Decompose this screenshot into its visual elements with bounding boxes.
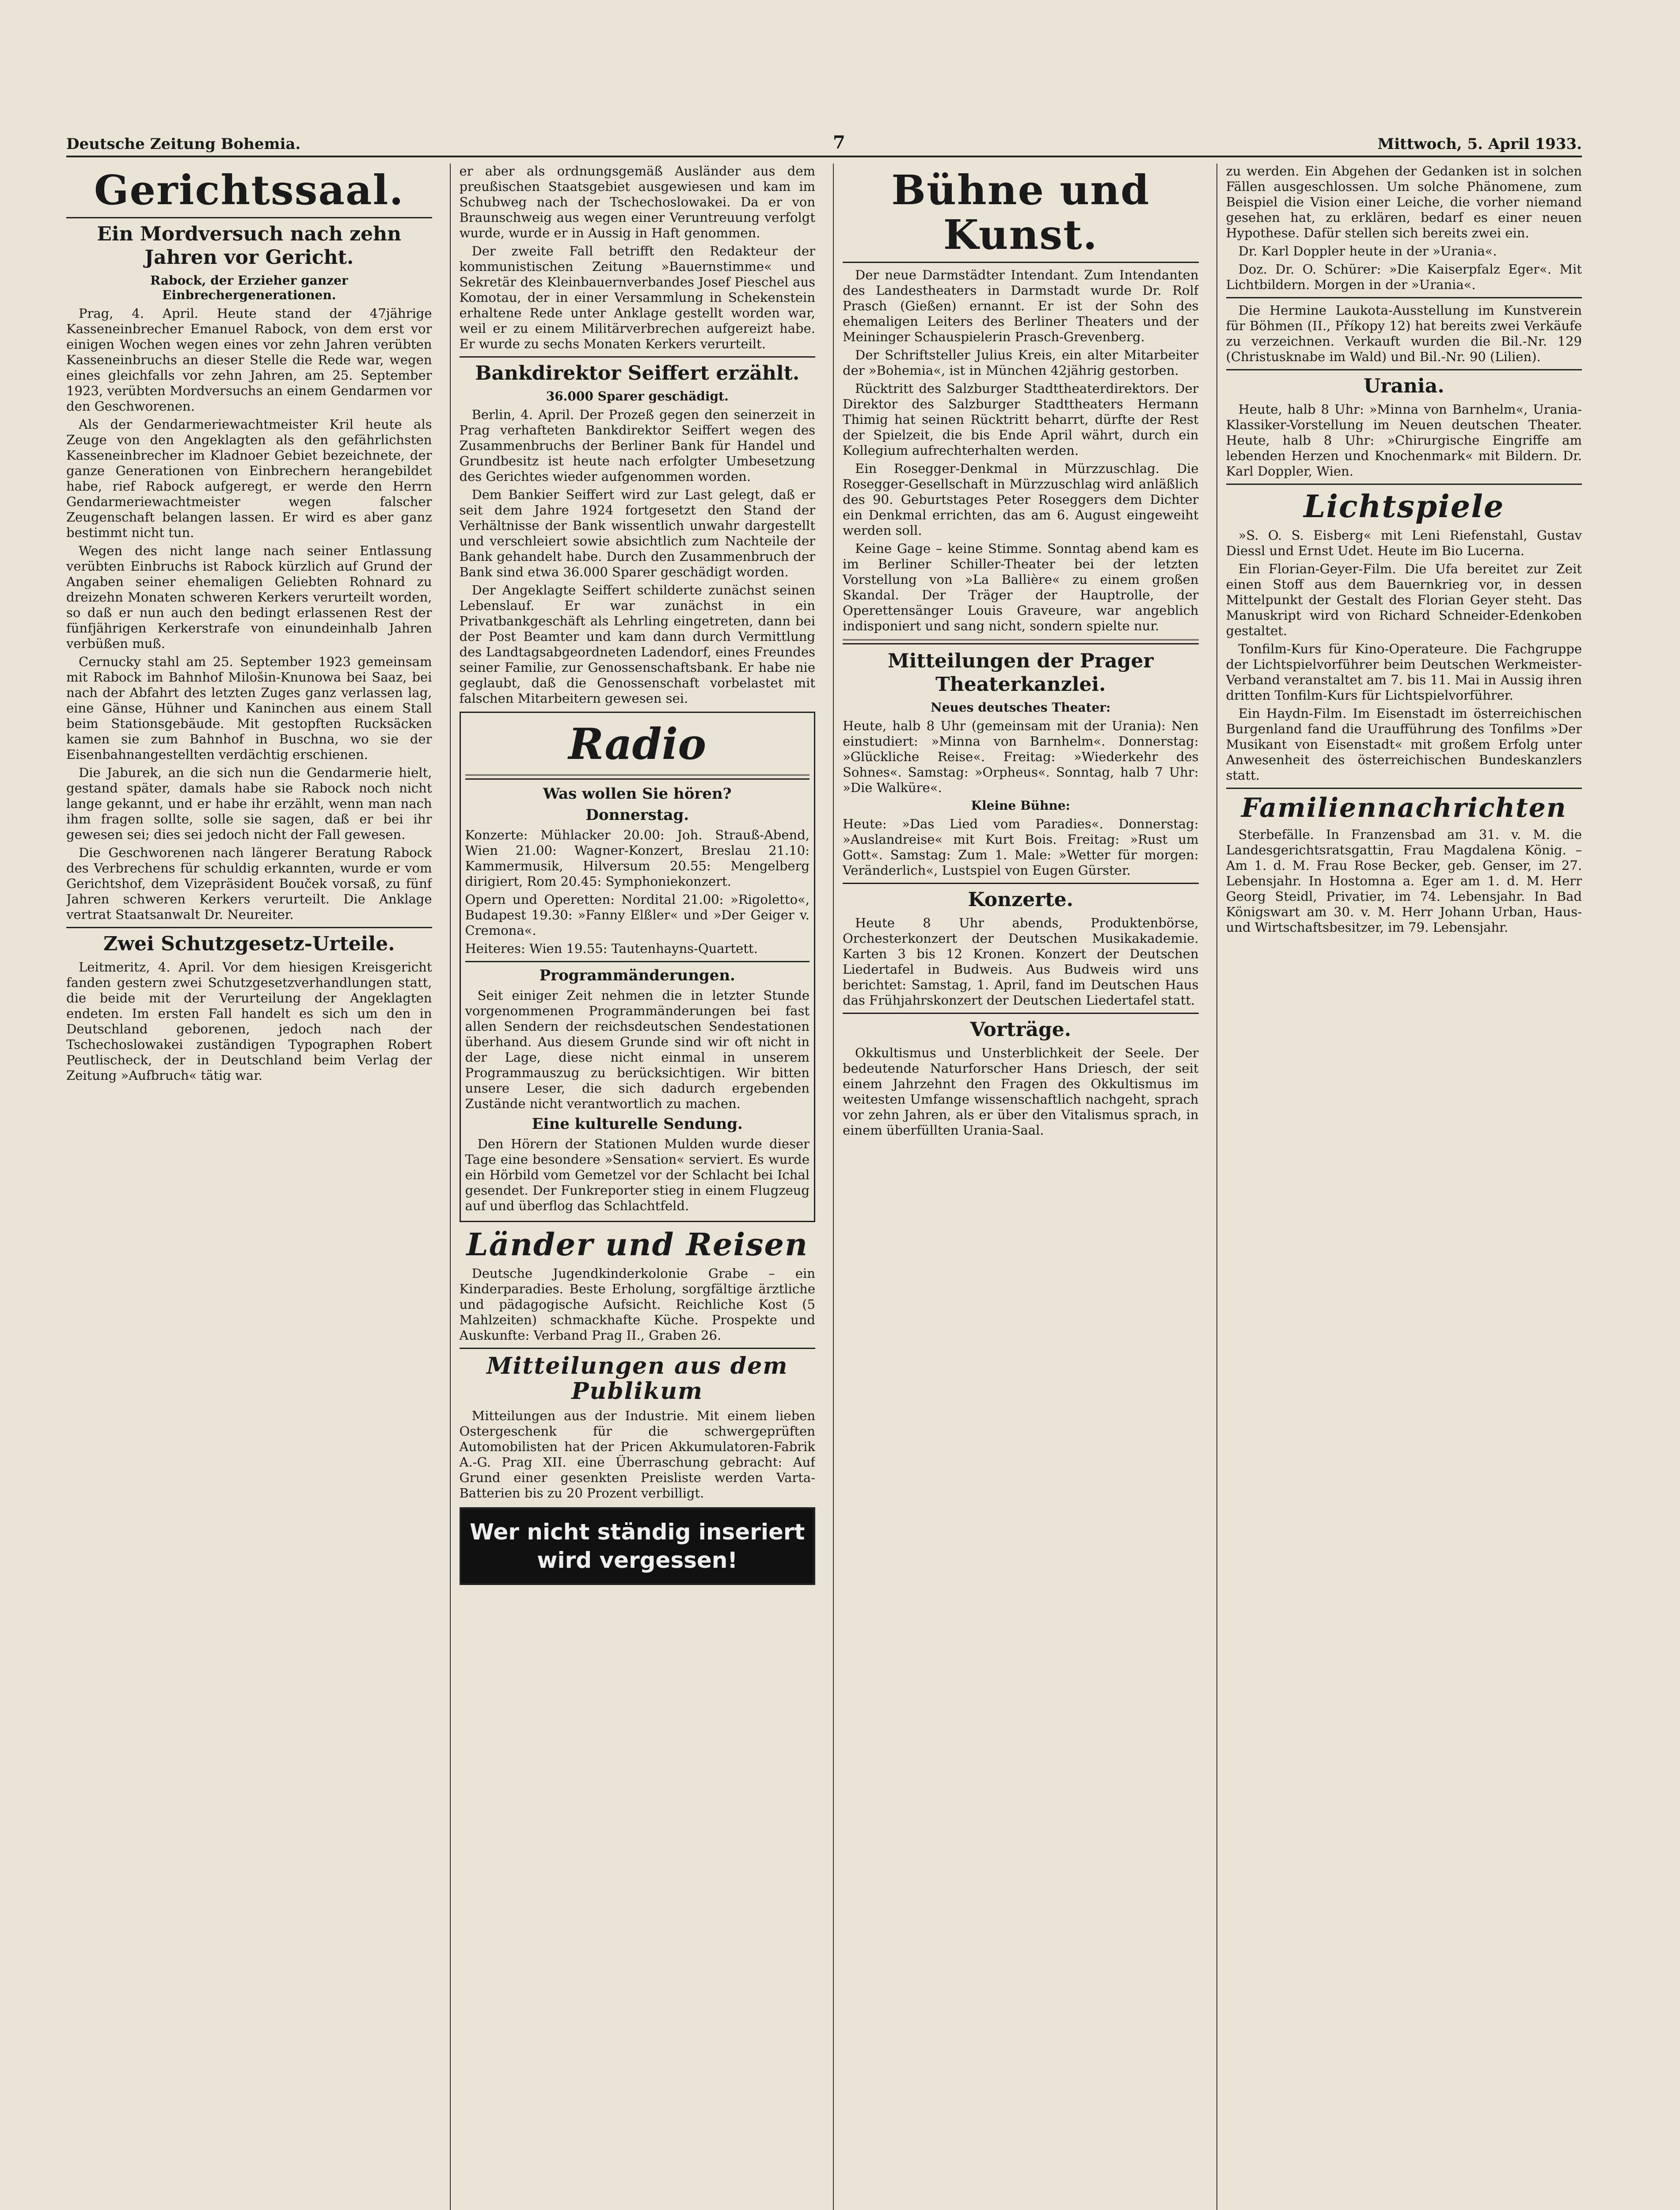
paragraph: Ein Rosegger-Denkmal in Mürzzuschlag. Die Rosegger-Gesellschaft in Mürzzuschlag wird anläßlich des 90. Geburtstages Peter Roseggers dem Dichter ein Denkmal errichten, das am 6. August eingeweiht werden soll.	[843, 461, 1199, 538]
column-4	[1216, 164, 1582, 2210]
section-title-stage: Bühne und Kunst.	[891, 166, 1150, 259]
column-1	[66, 164, 432, 2210]
divider	[843, 639, 1199, 644]
urania-title: Urania.	[1363, 375, 1444, 397]
radio-title: Radio	[568, 719, 707, 769]
paragraph: Okkultismus und Unsterblichkeit der Seele. Der bedeutende Naturforscher Hans Driesch, der seit einem Jahrzehnt den Fragen des Okkultismus im weitesten Umfange wissenschaftlich nachgeht, sprach vor zehn Jahren, als er über den Vitalismus sprach, in einem überfüllten Urania-Saal.	[843, 1045, 1199, 1138]
paragraph: Heute 8 Uhr abends, Produktenbörse, Orchesterkonzert der Deutschen Musikakademie. Karten 3 bis 12 Kronen. Konzert der Deutschen Liedertafel in Budweis. Aus Budweis wird uns berichtet: Samstag, 1. April, fand im Deutschen Haus das Frühjahrskonzert der Deutschen Liedertafel statt.	[843, 915, 1199, 1008]
paragraph: Rücktritt des Salzburger Stadttheaterdirektors. Der Direktor des Salzburger Stadttheaters Hermann Thimig hat seinen Rücktritt beharrt, dürfte der Rest der Spielzeit, die bis Ende April währt, durch ein Kollegium aufrechterhalten werden.	[843, 381, 1199, 458]
paragraph: Konzerte: Mühlacker 20.00: Joh. Strauß-Abend, Wien 21.00: Wagner-Konzert, Breslau 21.10: Kammermusik, Hilversum 20.55: Mengelberg dirigiert, Rom 20.45: Symphoniekonzert.	[465, 827, 810, 889]
paragraph: Mitteilungen aus der Industrie. Mit einem lieben Ostergeschenk für die schwergeprüften Automobilisten hat der Pricen Akkumulatoren-Fabrik A.-G. Prag XII. eine Überraschung gebracht: Auf Grund einer gesenkten Preisliste werden Varta-Batterien bis zu 20 Prozent verbilligt.	[459, 1408, 815, 1501]
paragraph: Heute: »Das Lied vom Paradies«. Donnerstag: »Auslandreise« mit Kurt Bois. Freitag: »Rust um Gott«. Samstag: Zum 1. Male: »Wetter für morgen: Veränderlich«, Lustspiel von Eugen Gürster.	[843, 816, 1199, 878]
divider	[66, 927, 432, 928]
article-subtitle: 36.000 Sparer geschädigt.	[546, 389, 729, 404]
paragraph: Heute, halb 8 Uhr (gemeinsam mit der Urania): Nen einstudiert: »Minna von Barnhelm«. Donnerstag: »Glückliche Reise«. Freitag: »Wiederkehr des Sohnes«. Samstag: »Orpheus«. Sonntag, halb 7 Uhr: »Die Walküre«.	[843, 718, 1199, 795]
paragraph: Doz. Dr. O. Schürer: »Die Kaiserpfalz Eger«. Mit Lichtbildern. Morgen in der »Urania«.	[1226, 262, 1582, 292]
paragraph: Die Geschworenen nach längerer Beratung Rabock des Verbrechens für schuldig erkannten, wurde er vom Gerichtshof, dem Vizepräsident Bouček vorsaß, zu fünf Jahren schweren Kerkers verurteilt. Die Anklage vertrat Staatsanwalt Dr. Neureiter.	[66, 845, 432, 922]
divider	[465, 774, 810, 780]
article-title: Ein Mordversuch nach zehn Jahren vor Gericht.	[97, 223, 402, 269]
divider	[460, 1348, 816, 1349]
paragraph: Der Angeklagte Seiffert schilderte zunächst seinen Lebenslauf. Er war zunächst in ein Privatbankgeschäft als Lehrling eingetreten, dann bei der Post Beamter und kam dann durch Vermittlung des Landtagsabgeordneten Ladendorf, eines Freundes seiner Familie, zur Genossenschaftsbank. Er habe nie geglaubt, daß die Genossenschaft vorbelastet mit falschen Mitarbeitern gewesen sei.	[459, 582, 815, 706]
paragraph: Berlin, 4. April. Der Prozeß gegen den seinerzeit in Prag verhafteten Bankdirektor Seiffert wegen des Zusammenbruchs der Berliner Bank für Handel und Grundbesitz ist heute nach erfolgter Umbesetzung des Gerichtes wieder aufgenommen worden.	[459, 407, 815, 484]
divider	[66, 217, 432, 218]
paper-name: Deutsche Zeitung Bohemia.	[66, 135, 301, 153]
divider	[1226, 484, 1582, 485]
section-title-cinema: Lichtspiele	[1304, 488, 1505, 525]
section-title-public: Mitteilungen aus dem Publikum	[487, 1352, 788, 1405]
paragraph: Die Hermine Laukota-Ausstellung im Kunstverein für Böhmen (II., Příkopy 12) hat bereits zwei Verkäufe zu verzeichnen. Verkauft wurden die Bil.-Nr. 129 (Christusknabe im Wald) und Bil.-Nr. 90 (Lilien).	[1226, 303, 1582, 364]
divider	[843, 883, 1199, 884]
article-title: Mitteilungen der Prager Theaterkanzlei.	[887, 650, 1154, 696]
article-title: Bankdirektor Seiffert erzählt.	[475, 362, 800, 385]
ad-line: Wer nicht ständig inseriert	[470, 1519, 805, 1545]
paragraph: Ein Haydn-Film. Im Eisenstadt im österreichischen Burgenland fand die Uraufführung des Tonfilms »Der Musikant von Eisenstadt« mit großem Erfolg unter Anwesenheit des österreichischen Bundeskanzlers statt.	[1226, 705, 1582, 783]
paragraph: Als der Gendarmeriewachtmeister Kril heute als Zeuge von den Angeklagten als den gefährlichsten Kasseneinbrecher im Kladnoer Gebiet bezeichnete, der ganze Generationen von Einbrechern herangebildet habe, rief Rabock aufgeregt, er werde den Herrn Gendarmeriewachtmeister wegen falscher Zeugenschaft belangen lassen. Er wird es aber ganz bestimmt nicht tun.	[66, 416, 432, 540]
paragraph: Der zweite Fall betrifft den Redakteur der kommunistischen Zeitung »Bauernstimme« und Sekretär des Kleinbauernverbandes Josef Pieschel aus Komotau, der in einer Versammlung in Schekenstein erhaltene Rede unter Anklage gestellt worden war, weil er zu einem Militärverbrechen aufgereizt habe. Er wurde zu sechs Monaten Kerkers verurteilt.	[459, 244, 815, 351]
lectures-title: Vorträge.	[970, 1018, 1072, 1041]
program-changes-title: Programmänderungen.	[539, 966, 735, 984]
radio-section	[460, 712, 816, 1222]
ad-line: wird vergessen!	[537, 1547, 738, 1574]
section-title-travel: Länder und Reisen	[466, 1226, 808, 1263]
divider	[1226, 297, 1582, 298]
paragraph: Tonfilm-Kurs für Kino-Operateure. Die Fachgruppe der Lichtspielvorführer beim Deutschen Werkmeister-Verband veranstaltet am 7. bis 11. Mai in Aussig ihren dritten Tonfilm-Kurs für Lichtspielvorführer.	[1226, 641, 1582, 703]
radio-question: Was wollen Sie hören?	[543, 785, 732, 803]
article-subtitle: Rabock, der Erzieher ganzer Einbrechergenerationen.	[150, 273, 348, 302]
paragraph: Der neue Darmstädter Intendant. Zum Intendanten des Landestheaters in Darmstadt wurde Dr. Rolf Prasch (Gießen) ernannt. Er ist der Sohn des ehemaligen Leiters des Berliner Theaters und der Meininger Schauspielerin Prasch-Grevenberg.	[843, 267, 1199, 345]
column-3	[833, 164, 1199, 2210]
page-header	[66, 128, 1582, 157]
paragraph: Die Jaburek, an die sich nun die Gendarmerie hielt, gestand später, damals habe sie Rabock noch nicht lange gekannt, und er habe ihr erzählt, wenn man nach ihm fragen sollte, solle sie sagen, daß er bei ihr gewesen sei; dies sei jedoch nicht der Fall gewesen.	[66, 765, 432, 842]
paragraph: »S. O. S. Eisberg« mit Leni Riefenstahl, Gustav Diessl und Ernst Udet. Heute im Bio Lucerna.	[1226, 527, 1582, 558]
paragraph: Keine Gage – keine Stimme. Sonntag abend kam es im Berliner Schiller-Theater bei der letzten Vorstellung von »La Ballière« zu einem großen Skandal. Der Träger der Hauptrolle, der Operettensänger Louis Graveure, war angeblich indisponiert und sang nicht, sondern spielte nur.	[843, 541, 1199, 634]
divider	[1226, 369, 1582, 370]
column-2	[450, 164, 816, 2210]
paragraph: er aber als ordnungsgemäß Ausländer aus dem preußischen Staatsgebiet ausgewiesen und kam im Schubweg nach der Tschechoslowakei. Da er von Braunschweig aus wegen einer Veruntreuung verfolgt wurde, wurde er in Aussig in Haft genommen.	[459, 164, 815, 240]
column-grid	[66, 164, 1582, 2210]
paragraph: Dr. Karl Doppler heute in der »Urania«.	[1238, 244, 1497, 259]
paragraph: Seit einiger Zeit nehmen die in letzter Stunde vorgenommenen Programmänderungen bei fast allen Sendern der reichsdeutschen Sendestationen überhand. Aus diesem Grunde sind wir oft nicht in der Lage, diese nicht einmal in unserem Programmauszug zu berücksichtigen. Wir bitten unsere Leser, die sich dadurch ergebenden Zustände nicht verantwortlich zu machen.	[465, 987, 810, 1111]
paragraph: Der Schriftsteller Julius Kreis, ein alter Mitarbeiter der »Bohemia«, ist in München 42jährig gestorben.	[843, 347, 1199, 378]
paragraph: Deutsche Jugendkinderkolonie Grabe – ein Kinderparadies. Beste Erholung, sorgfältige ärztliche und pädagogische Aufsicht. Reichliche Kost (5 Mahlzeiten) schmackhafte Küche. Prospekte und Auskunfte: Verband Prag II., Graben 26.	[459, 1265, 815, 1343]
concerts-title: Konzerte.	[968, 888, 1073, 911]
paragraph: zu werden. Ein Abgehen der Gedanken ist in solchen Fällen ausgeschlossen. Um solche Phänomene, zum Beispiel die Vision einer Leiche, die vorher niemand gesehen hat, zu erklären, bedarf es einer neuen Hypothese. Dafür stellen sich bereits zwei ein.	[1226, 164, 1582, 240]
paragraph: Prag, 4. April. Heute stand der 47jährige Kasseneinbrecher Emanuel Rabock, von dem erst vor einigen Wochen wegen eines vor zehn Jahren verübten Kasseneinbruchs an dieser Stelle die Rede war, wegen eines gleichfalls vor zehn Jahren, am 25. September 1923, verübten Mordversuchs an einem Gendarmen vor den Geschworenen.	[66, 305, 432, 414]
newspaper-page	[66, 128, 1582, 2210]
paragraph: Dem Bankier Seiffert wird zur Last gelegt, daß er seit dem Jahre 1924 fortgesetzt den Stand der Verhältnisse der Bank wissentlich unwahr dargestellt und verschleiert sowie absichtlich zum Nachteile der Bank gehandelt habe. Durch den Zusammenbruch der Bank sind etwa 36.000 Sparer geschädigt worden.	[459, 487, 815, 579]
paragraph: Opern und Operetten: Nordital 21.00: »Rigoletto«, Budapest 19.30: »Fanny Elßler« und »Der Geiger v. Cremona«.	[465, 892, 810, 938]
article-subtitle: Kleine Bühne:	[971, 798, 1070, 813]
divider	[460, 356, 816, 358]
radio-day: Donnerstag.	[585, 806, 689, 824]
divider	[843, 1013, 1199, 1014]
advertisement-box	[460, 1507, 816, 1585]
divider	[1226, 788, 1582, 789]
article-subtitle: Neues deutsches Theater:	[931, 700, 1111, 715]
divider	[843, 262, 1199, 263]
paragraph: Heiteres: Wien 19.55: Tautenhayns-Quartett.	[465, 941, 758, 956]
section-title-court: Gerichtssaal.	[94, 166, 404, 214]
paragraph: Sterbefälle. In Franzensbad am 31. v. M. die Landesgerichtsratsgattin, Frau Magdalena König. – Am 1. d. M. Frau Rose Becker, geb. Genser, im 27. Lebensjahr. In Hostomna a. Eger am 1. d. M. Herr Georg Steidl, Privatier, im 74. Lebensjahr. In Bad Königswart am 30. v. M. Herr Johann Urban, Haus- und Wirtschaftsbesitzer, im 79. Lebensjahr.	[1226, 827, 1582, 935]
paragraph: Heute, halb 8 Uhr: »Minna von Barnhelm«, Urania-Klassiker-Vorstellung im Neuen deutschen Theater. Heute, halb 8 Uhr: »Chirurgische Eingriffe am lebenden Herzen und Knochenmark« mit Bildern. Dr. Karl Doppler, Wien.	[1226, 401, 1582, 479]
page-number: 7	[832, 132, 845, 153]
divider	[465, 961, 810, 962]
article-title: Zwei Schutzgesetz-Urteile.	[103, 932, 395, 955]
paragraph: Ein Florian-Geyer-Film. Die Ufa bereitet zur Zeit einen Stoff aus dem Bauernkrieg vor, in dessen Mittelpunkt der Gestalt des Florian Geyer steht. Das Manuskript wird von Richard Schneider-Edenkoben gestaltet.	[1226, 561, 1582, 638]
issue-date: Mittwoch, 5. April 1933.	[1377, 135, 1582, 153]
paragraph: Wegen des nicht lange nach seiner Entlassung verübten Einbruchs ist Rabock kürzlich auf Grund der Angaben seiner ehemaligen Geliebten Rohnard zu dreizehn Monaten schweren Kerkers verurteilt worden, so daß er nun auch den bedingt erlassenen Rest der fünfjährigen Kerkerstrafe von einundeinhalb Jahren verbüßen muß.	[66, 543, 432, 651]
paragraph: Leitmeritz, 4. April. Vor dem hiesigen Kreisgericht fanden gestern zwei Schutzgesetzverhandlungen statt, die beide mit der Verurteilung der Angeklagten endeten. Im ersten Fall handelt es sich um den in Deutschland geborenen, jedoch nach der Tschechoslowakei zuständigen Typographen Robert Peutlischeck, der in Deutschland beim Verlag der Zeitung »Aufbruch« tätig war.	[66, 959, 432, 1083]
section-title-family: Familiennachrichten	[1241, 792, 1567, 823]
paragraph: Cernucky stahl am 25. September 1923 gemeinsam mit Rabock im Bahnhof Milošin-Knunowa bei Saaz, bei nach der Abfahrt des letzten Zuges ganz verlassen lag, eine Gänse, Hühner und Kaninchen aus einem Stall beim Stationsgebäude. Mit gestopften Rucksäcken kamen sie zum Bahnhof in Buschna, wo sie der Eisenbahnangestellten verdächtig erschienen.	[66, 654, 432, 762]
paragraph: Den Hörern der Stationen Mulden wurde dieser Tage eine besondere »Sensation« serviert. Es wurde ein Hörbild vom Gemetzel vor der Schlacht bei Ichal gesendet. Der Funkreporter stieg in einem Flugzeug auf und überflog das Schlachtfeld.	[465, 1136, 810, 1213]
cultural-broadcast-title: Eine kulturelle Sendung.	[532, 1115, 743, 1133]
